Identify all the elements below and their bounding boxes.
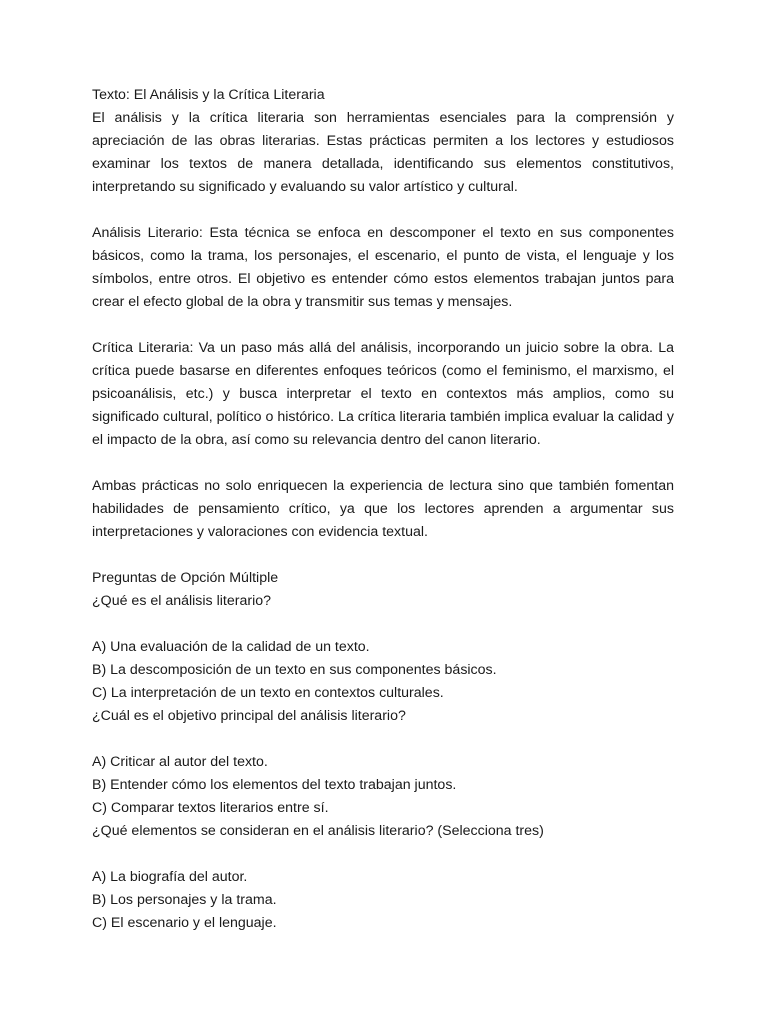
question-spacer [92,613,674,636]
document-title: Texto: El Análisis y la Crítica Literaria [92,87,325,103]
paragraph-analisis-literario: Análisis Literario: Esta técnica se enfoca en descomponer el texto en sus componentes básicos, como la trama, los personajes, el escenario, el punto de vista, el lenguaje y los símbolos, entre otros. El objetivo es entender cómo estos elementos trabajan juntos para crear el efecto global de la obra y transmitir sus temas y mensajes. [92,225,674,310]
question-text: ¿Cuál es el objetivo principal del análisis literario? [92,708,406,724]
paragraph-spacer [92,199,674,222]
question-option: C) Comparar textos literarios entre sí. [92,800,329,816]
question-option: C) El escenario y el lenguaje. [92,915,277,931]
questions-heading: Preguntas de Opción Múltiple [92,570,279,586]
question-block [92,590,674,705]
question-option: B) La descomposición de un texto en sus componentes básicos. [92,662,497,678]
question-option: A) La biografía del autor. [92,869,248,885]
paragraph-intro: El análisis y la crítica literaria son herramientas esenciales para la comprensión y apreciación de las obras literarias. Estas prácticas permiten a los lectores y estudiosos examinar los textos de manera detallada, identificando sus elementos constitutivos, interpretando su significado y evaluando su valor artístico y cultural. [92,110,674,195]
question-spacer [92,843,674,866]
question-option: A) Criticar al autor del texto. [92,754,268,770]
paragraph-spacer [92,544,674,567]
question-text: ¿Qué es el análisis literario? [92,593,271,609]
question-block [92,705,674,820]
question-text: ¿Qué elementos se consideran en el análisis literario? (Selecciona tres) [92,823,544,839]
question-spacer [92,728,674,751]
question-option: C) La interpretación de un texto en contextos culturales. [92,685,444,701]
paragraph-spacer [92,314,674,337]
paragraph-conclusion: Ambas prácticas no solo enriquecen la experiencia de lectura sino que también fomentan habilidades de pensamiento crítico, ya que los lectores aprenden a argumentar sus interpretaciones y valoraciones con evidencia textual. [92,478,674,540]
document-page [92,84,674,935]
question-option: B) Los personajes y la trama. [92,892,277,908]
question-option: B) Entender cómo los elementos del texto trabajan juntos. [92,777,457,793]
question-block [92,820,674,935]
paragraph-critica-literaria: Crítica Literaria: Va un paso más allá del análisis, incorporando un juicio sobre la obra. La crítica puede basarse en diferentes enfoques teóricos (como el feminismo, el marxismo, el psicoanálisis, etc.) y busca interpretar el texto en contextos más amplios, como su significado cultural, político o histórico. La crítica literaria también implica evaluar la calidad y el impacto de la obra, así como su relevancia dentro del canon literario. [92,340,674,448]
paragraph-spacer [92,452,674,475]
question-option: A) Una evaluación de la calidad de un texto. [92,639,370,655]
